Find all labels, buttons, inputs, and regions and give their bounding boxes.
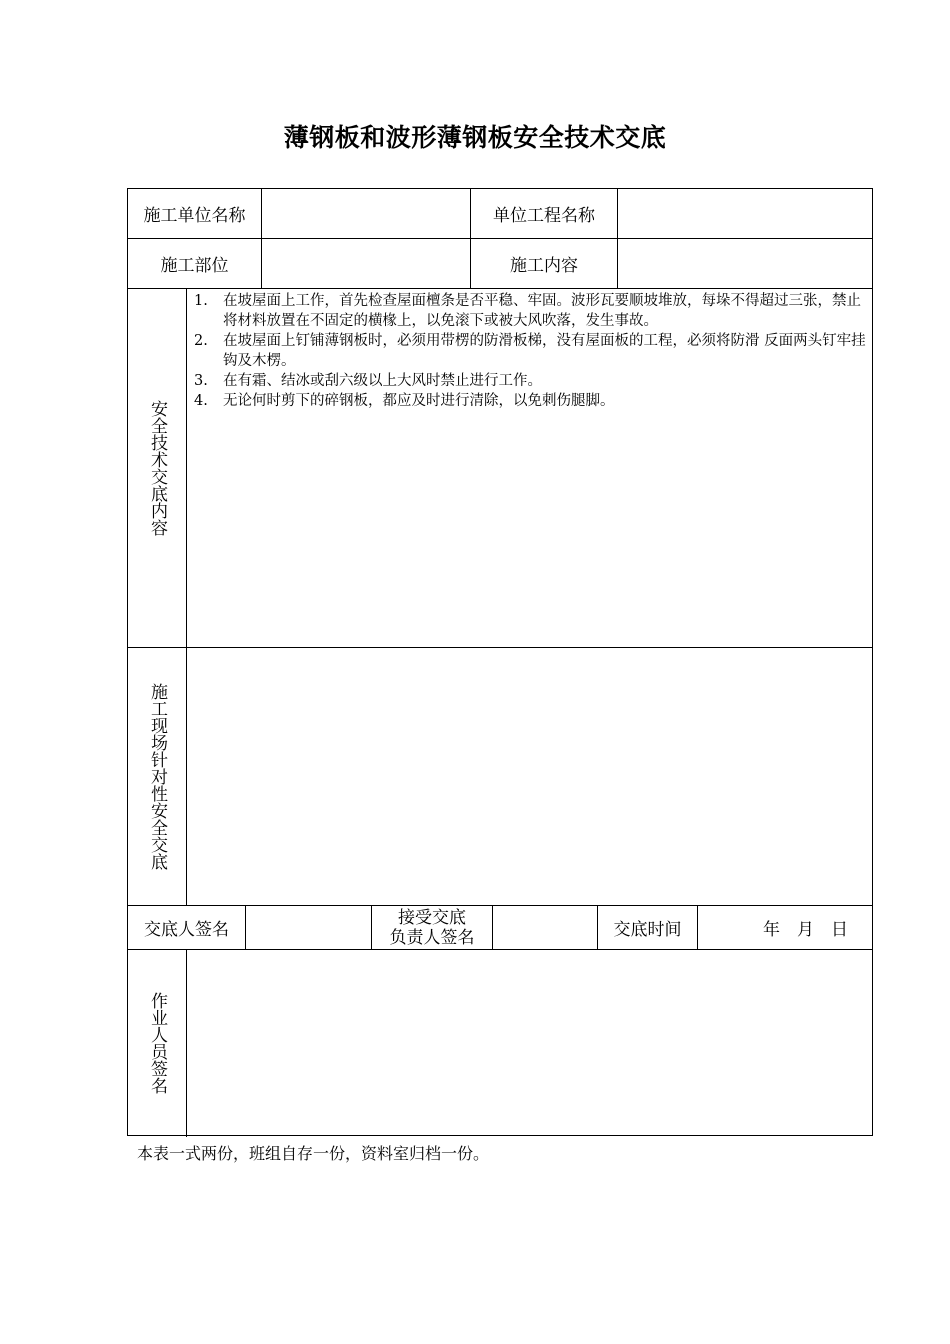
receiver-signature-label — [372, 906, 492, 949]
safety-item — [190, 331, 868, 371]
safety-item-text: 在坡屋面上工作，首先检查屋面檀条是否平稳、牢固。波形瓦要顺坡堆放，每垛不得超过三张，禁止将材料放置在不固定的横椽上，以免滚下或被大风吹落，发生事故。 — [223, 293, 861, 329]
discloser-signature-label: 交底人签名 — [144, 920, 229, 940]
disclosure-time-label: 交底时间 — [613, 920, 682, 940]
safety-item — [190, 371, 868, 391]
project-name-label: 单位工程名称 — [493, 206, 595, 226]
workers-signature-field[interactable] — [188, 950, 872, 1135]
safety-item-number: 4. — [194, 393, 208, 409]
receiver-label-line-2: 负责人签名 — [389, 927, 475, 948]
col-divider — [186, 288, 187, 905]
document-title: 薄钢板和波形薄钢板安全技术交底 — [283, 123, 667, 152]
col-divider — [186, 949, 187, 1137]
project-name-field[interactable] — [618, 189, 872, 238]
site-specific-field[interactable] — [188, 648, 872, 905]
construction-unit-field[interactable] — [262, 189, 470, 238]
safety-item — [190, 291, 868, 331]
safety-item-number: 3. — [194, 373, 208, 389]
row-divider — [128, 288, 872, 289]
construction-part-label: 施工部位 — [160, 256, 229, 276]
safety-item — [190, 391, 868, 411]
construction-unit-label: 施工单位名称 — [143, 206, 246, 226]
receiver-signature-field[interactable] — [493, 906, 597, 949]
disclosure-form-table — [127, 188, 873, 1136]
safety-item-number: 1. — [194, 293, 208, 309]
discloser-signature-field[interactable] — [246, 906, 371, 949]
safety-item-text: 在有霜、结冰或刮六级以上大风时禁止进行工作。 — [223, 373, 542, 389]
construction-part-field[interactable] — [262, 239, 470, 288]
safety-content-list — [190, 291, 868, 411]
safety-item-text: 无论何时剪下的碎钢板，都应及时进行清除，以免刺伤腿脚。 — [223, 393, 615, 409]
receiver-label-line-1: 接受交底 — [398, 907, 466, 928]
safety-item-text: 在坡屋面上钉铺薄钢板时，必须用带楞的防滑板梯，没有屋面板的工程，必须将防滑 反面两头钉牢挂钩及木楞。 — [223, 333, 866, 369]
workers-signature-label: 作业人员签名 — [147, 991, 167, 1094]
site-specific-label: 施工现场针对性安全交底 — [147, 683, 167, 870]
safety-content-label: 安全技术交底内容 — [147, 400, 167, 536]
safety-item-number: 2. — [194, 333, 208, 349]
construction-content-label: 施工内容 — [510, 256, 578, 276]
disclosure-date-field[interactable]: 年 月 日 — [763, 920, 848, 940]
footer-note: 本表一式两份，班组自存一份，资料室归档一份。 — [137, 1144, 490, 1163]
construction-content-field[interactable] — [618, 239, 872, 288]
